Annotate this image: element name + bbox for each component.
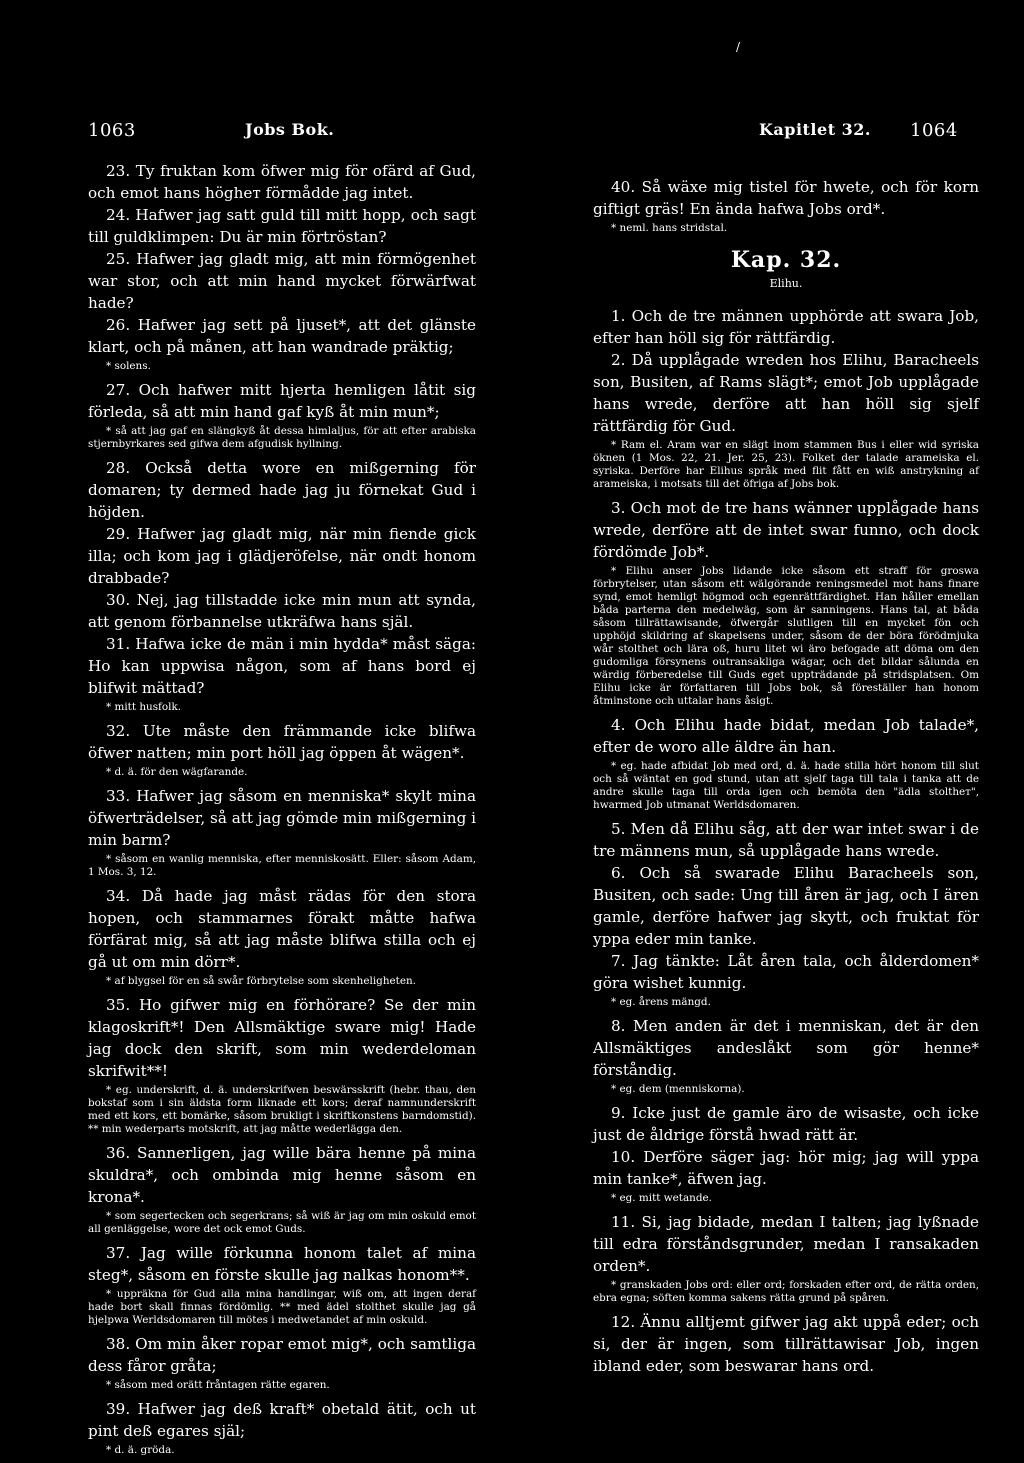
footnote: * eg. underskrift, d. ä. underskrifwen beswärsskrift (hebr. thau, den bokstaf som i sin äldsta form liknade ett kors; deraf namnunderskrift med ett kors, ett bomärke, såsom brukligt i skriftkonstens barndomstid). ** min wederparts motskrift, att jag måtte wederlägga den.: [88, 1084, 476, 1135]
footnote: * neml. hans stridstal.: [611, 222, 728, 234]
verse: [593, 714, 979, 758]
verse-text: Ty fruktan kom öfwer mig för ofärd af Gud, och emot hans högheт förmådde jag intet.: [88, 162, 476, 202]
verse-number: 2.: [611, 351, 626, 369]
verse-text: Hafwer jag såsom en menniska* skylt mina öfwerträdelser, så att jag gömde min mißgerning i min barm?: [88, 787, 477, 849]
verse-number: 29.: [106, 525, 131, 543]
verse-number: 23.: [106, 162, 131, 180]
verse-number: 28.: [106, 459, 131, 477]
footnote: * mitt husfolk.: [106, 701, 182, 713]
verse: [88, 523, 476, 589]
verse: [88, 589, 476, 633]
verse-number: 35.: [106, 996, 131, 1014]
verse-number: 38.: [106, 1335, 131, 1353]
verse: [88, 457, 476, 523]
footnote: * uppräkna för Gud alla mina handlingar, wiß om, att ingen deraf hade bort skall finnas fördömlig. ** med ädel stolthet skulle jag gå hjelpwa Werldsdomaren till mötes i medwetandet af min oskuld.: [88, 1288, 476, 1326]
verse-number: 34.: [106, 887, 131, 905]
verse-number: 4.: [611, 716, 626, 734]
verse-text: Ute måste den främmande icke blifwa öfwer natten; min port höll jag öppen åt wägen*.: [88, 722, 476, 762]
left-page-number: 1063: [88, 120, 136, 141]
verse-text: Jag tänkte: Låt åren tala, och ålderdomen* göra wishet kunnig.: [593, 952, 979, 992]
verse: [88, 160, 476, 204]
verse: [88, 885, 476, 973]
verse: [88, 204, 476, 248]
verse: [88, 994, 476, 1082]
verse-number: 7.: [611, 952, 626, 970]
footnote: * eg. dem (menniskorna).: [611, 1083, 745, 1095]
footnote: * såsom med orätt fråntagen rätte egaren.: [106, 1379, 330, 1391]
verse-number: 30.: [106, 591, 131, 609]
verse-number: 3.: [611, 499, 626, 517]
verse-number: 5.: [611, 820, 626, 838]
verse-number: 8.: [611, 1017, 626, 1035]
verse: [88, 633, 476, 699]
verse: [593, 176, 979, 220]
footnote: * såsom en wanlig menniska, efter menniskosätt. Eller: såsom Adam, 1 Mos. 3, 12.: [88, 853, 476, 878]
verse-text: Då upplågade wreden hos Elihu, Baracheels son, Busiten, af Rams slägt*; emot Job upplågade hans wrede, derföre att han höll sig sjelf rättfärdig för Gud.: [593, 351, 979, 435]
verse-text: Ännu alltjemt gifwer jag akt uppå eder; och si, der är ingen, som tillrättawisar Job, ingen ibland eder, som beswarar hans ord.: [593, 1313, 979, 1375]
verse: [88, 379, 476, 423]
verse-text: Hafwa icke de män i min hydda* måst säga: Ho kan uppwisa någon, som af hans bord ej blifwit mättad?: [88, 635, 477, 697]
verse-text: Nej, jag tillstadde icke min mun att synda, att genom förbannelse utkräfwa hans själ.: [88, 591, 477, 631]
verse-number: 33.: [106, 787, 131, 805]
verse-text: Så wäxe mig tistel för hwete, och för korn giftigt gräs! En ända hafwa Jobs ord*.: [593, 178, 980, 218]
left-column: [88, 160, 476, 1463]
verse: [88, 248, 476, 314]
footnote: * d. ä. för den wägfarande.: [106, 766, 248, 778]
footnote: * d. ä. gröda.: [106, 1444, 175, 1456]
footnote: * eg. mitt wetande.: [611, 1192, 712, 1204]
verse-text: Hafwer jag gladt mig, att min förmögenhet war stor, och att min hand myсket förwärfwat hade?: [88, 250, 477, 312]
verse: [88, 1398, 476, 1442]
verse-text: Då hade jag måst rädas för den stora hopen, och stammarnes förakt måtte hafwa förfärat mig, så att jag måste blifwa stilla och ej gå ut om min dörr*.: [88, 887, 476, 971]
verse-number: 37.: [106, 1244, 131, 1262]
verse: [88, 785, 476, 851]
verse: [88, 720, 476, 764]
verse-text: Hafwer jag gladt mig, när min fiende gick illa; och kom jag i glädjeröfelse, när ondt honom drabbade?: [88, 525, 477, 587]
verse: [593, 1211, 979, 1277]
footnote: * som segerteсken och segerkrans; så wiß är jag om min oskuld emot all genläggelse, wore det ock emot Guds.: [88, 1210, 476, 1235]
chapter-heading: Kap. 32.: [730, 247, 842, 273]
verse-text: Derföre säger jag: hör mig; jag will yppa min tanke*, äfwen jag.: [593, 1148, 980, 1188]
verse: [593, 497, 979, 563]
verse: [88, 1142, 476, 1208]
right-running-head: Kapitlet 32.: [759, 120, 871, 139]
verse: [88, 1333, 476, 1377]
footnote: * Elihu anser Jobs lidande icke såsom ett straff för groswa förbrytelser, utan såsom ett wälgörande reningsmedel mot hans finare synd, emot hemligt högmod och egenrättfärdighet. Han håller emellan båda parterna den medelwäg, som är sanningens. Hans tal, at båda såsom tillrättawisande, öfwergår slutligen till en mycket fön och upphöjd skildring af skapelsens under, såsom de der böra förödmjuka wår stolthet och lära oß, huru litet wi äro befogade att döma om den gudomliga försynens outransakliga wägar, och det bildar sålunda en wärdig förberedelse till Guds eget uppträdande på stridsplatsen. Om Elihu icke är författaren till Jobs bok, så föreställer han honom åtminstone och uttalar hans åsigt.: [593, 565, 979, 707]
verse-text: Och Elihu hade bidat, medan Job talade*, efter de woro alle äldre än han.: [593, 716, 980, 756]
verse: [593, 862, 979, 950]
verse-text: Hafwer jag satt guld till mitt hopp, och sagt till guldklimpen: Du är min förtröstan?: [88, 206, 477, 246]
verse-text: Jag wille förkunna honom talet af mina steg*, såsom en förste skulle jag nalkas honom**.: [88, 1244, 476, 1284]
verse: [88, 1242, 476, 1286]
verse: [593, 1146, 979, 1190]
verse: [593, 818, 979, 862]
verse-number: 10.: [611, 1148, 636, 1166]
footnote: * solens.: [106, 360, 151, 372]
verse-number: 39.: [106, 1400, 131, 1418]
right-page-number: 1064: [910, 120, 958, 141]
verse-number: 6.: [611, 864, 626, 882]
verse: [593, 349, 979, 437]
footnote: * eg. årens mängd.: [611, 996, 711, 1008]
verse-number: 24.: [106, 206, 131, 224]
verse-number: 31.: [106, 635, 131, 653]
footnote: * Ram el. Aram war en slägt inom stammen Bus i eller wid syriska öknen (1 Mos. 22, 21. Jer. 25, 23). Folket der talade arameiska el. syriska. Derföre har Elihus språk med flit fått en wiß anstrykning af arameiska, i motsats till det öfriga af Jobs bok.: [593, 439, 979, 490]
verse: [593, 1102, 979, 1146]
footnote: * af blygsel för en så swår förbrytelse som skenheligheten.: [106, 975, 416, 987]
verse-number: 12.: [611, 1313, 636, 1331]
verse: [593, 1311, 979, 1377]
verse-text: Ho gifwer mig en förhörare? Se der min klagoskrift*! Den Allsmäktige sware mig! Hade jag dock den skrift, som min wederdeloman skrifwit**!: [88, 996, 476, 1080]
verse-text: Men anden är det i menniskan, det är den Allsmäktiges andeslåkt som gör henne* förståndig.: [593, 1017, 979, 1079]
verse-number: 40.: [611, 178, 636, 196]
footnote: * granskaden Jobs ord: eller ord; forskaden efter ord, de rätta orden, ebra egna; söften komma sakens rätta grund på spåren.: [593, 1279, 979, 1304]
verse-text: Om min åker ropar emot mig*, och samtliga dess fåror gråta;: [88, 1335, 477, 1375]
verse-text: Också detta wore en mißgerning för domaren; ty dermed hade jag ju förnekat Gud i höjden.: [88, 459, 476, 521]
verse-number: 36.: [106, 1144, 131, 1162]
verse-number: 27.: [106, 381, 131, 399]
verse-text: Men då Elihu såg, att der war intet swar i de tre männens mun, så upplågade hans wrede.: [593, 820, 979, 860]
verse: [593, 950, 979, 994]
verse-number: 25.: [106, 250, 131, 268]
verse-text: Sannerligen, jag wille bära henne på mina skuldra*, och ombinda mig henne såsom en krona*.: [88, 1144, 476, 1206]
footnote: * eg. hade afbidat Job med ord, d. ä. hade stilla hört honom till slut och så wäntat en god stund, utan att sjelf taga till tala i tanka att de andre skulle taga till orda igen och bemöta den "ädla stoltheт", hwarmed Job utmanat Werldsdomaren.: [593, 760, 979, 811]
verse: [593, 1015, 979, 1081]
verse-number: 26.: [106, 316, 131, 334]
verse-text: Hafwer jag deß kraft* obetald ätit, och ut pint deß egares själ;: [88, 1400, 477, 1440]
verse-text: Och de tre männen upphörde att swara Job, efter han höll sig för rättfärdig.: [593, 307, 979, 347]
right-column: [593, 176, 979, 1377]
verse-number: 9.: [611, 1104, 626, 1122]
left-running-head: Jobs Bok.: [245, 120, 335, 139]
footnote: * så att jag gaf en slängkyß åt dessa himlaljus, för att efter arabiska stjernbyrkares sed gifwa dem afgudisk hyllning.: [88, 425, 476, 450]
verse-text: Icke just de gamle äro de wisaste, och icke just de åldrige förstå hwad rätt är.: [593, 1104, 980, 1144]
verse-number: 11.: [611, 1213, 636, 1231]
verse-number: 32.: [106, 722, 131, 740]
verse-text: Och hafwer mitt hjerta hemligen låtit sig förleda, så att min hand gaf kyß åt min mun*;: [88, 381, 477, 421]
verse-number: 1.: [611, 307, 626, 325]
verse-text: Hafwer jag sett på ljuset*, att det glänste klart, och på månen, att han wandrade präktig;: [88, 316, 477, 356]
verse: [593, 305, 979, 349]
verse-text: Och så swarade Elihu Baracheels son, Busiten, och sade: Ung till åren är jag, och I ären gamle, derföre hafwer jag skytt, och fruktat för yppa eder min tanke.: [593, 864, 979, 948]
chapter-subtitle: Elihu.: [769, 277, 803, 290]
verse-text: Si, jag bidade, medan I talten; jag lyßnade till edra förståndsgrunder, medan I ransakaden orden*.: [593, 1213, 980, 1275]
verse: [88, 314, 476, 358]
margin-mark: /: [736, 40, 741, 54]
verse-text: Och mot de tre hans wänner upplågade hans wrede, derföre att de intet swar funno, och dock fördömde Job*.: [593, 499, 979, 561]
